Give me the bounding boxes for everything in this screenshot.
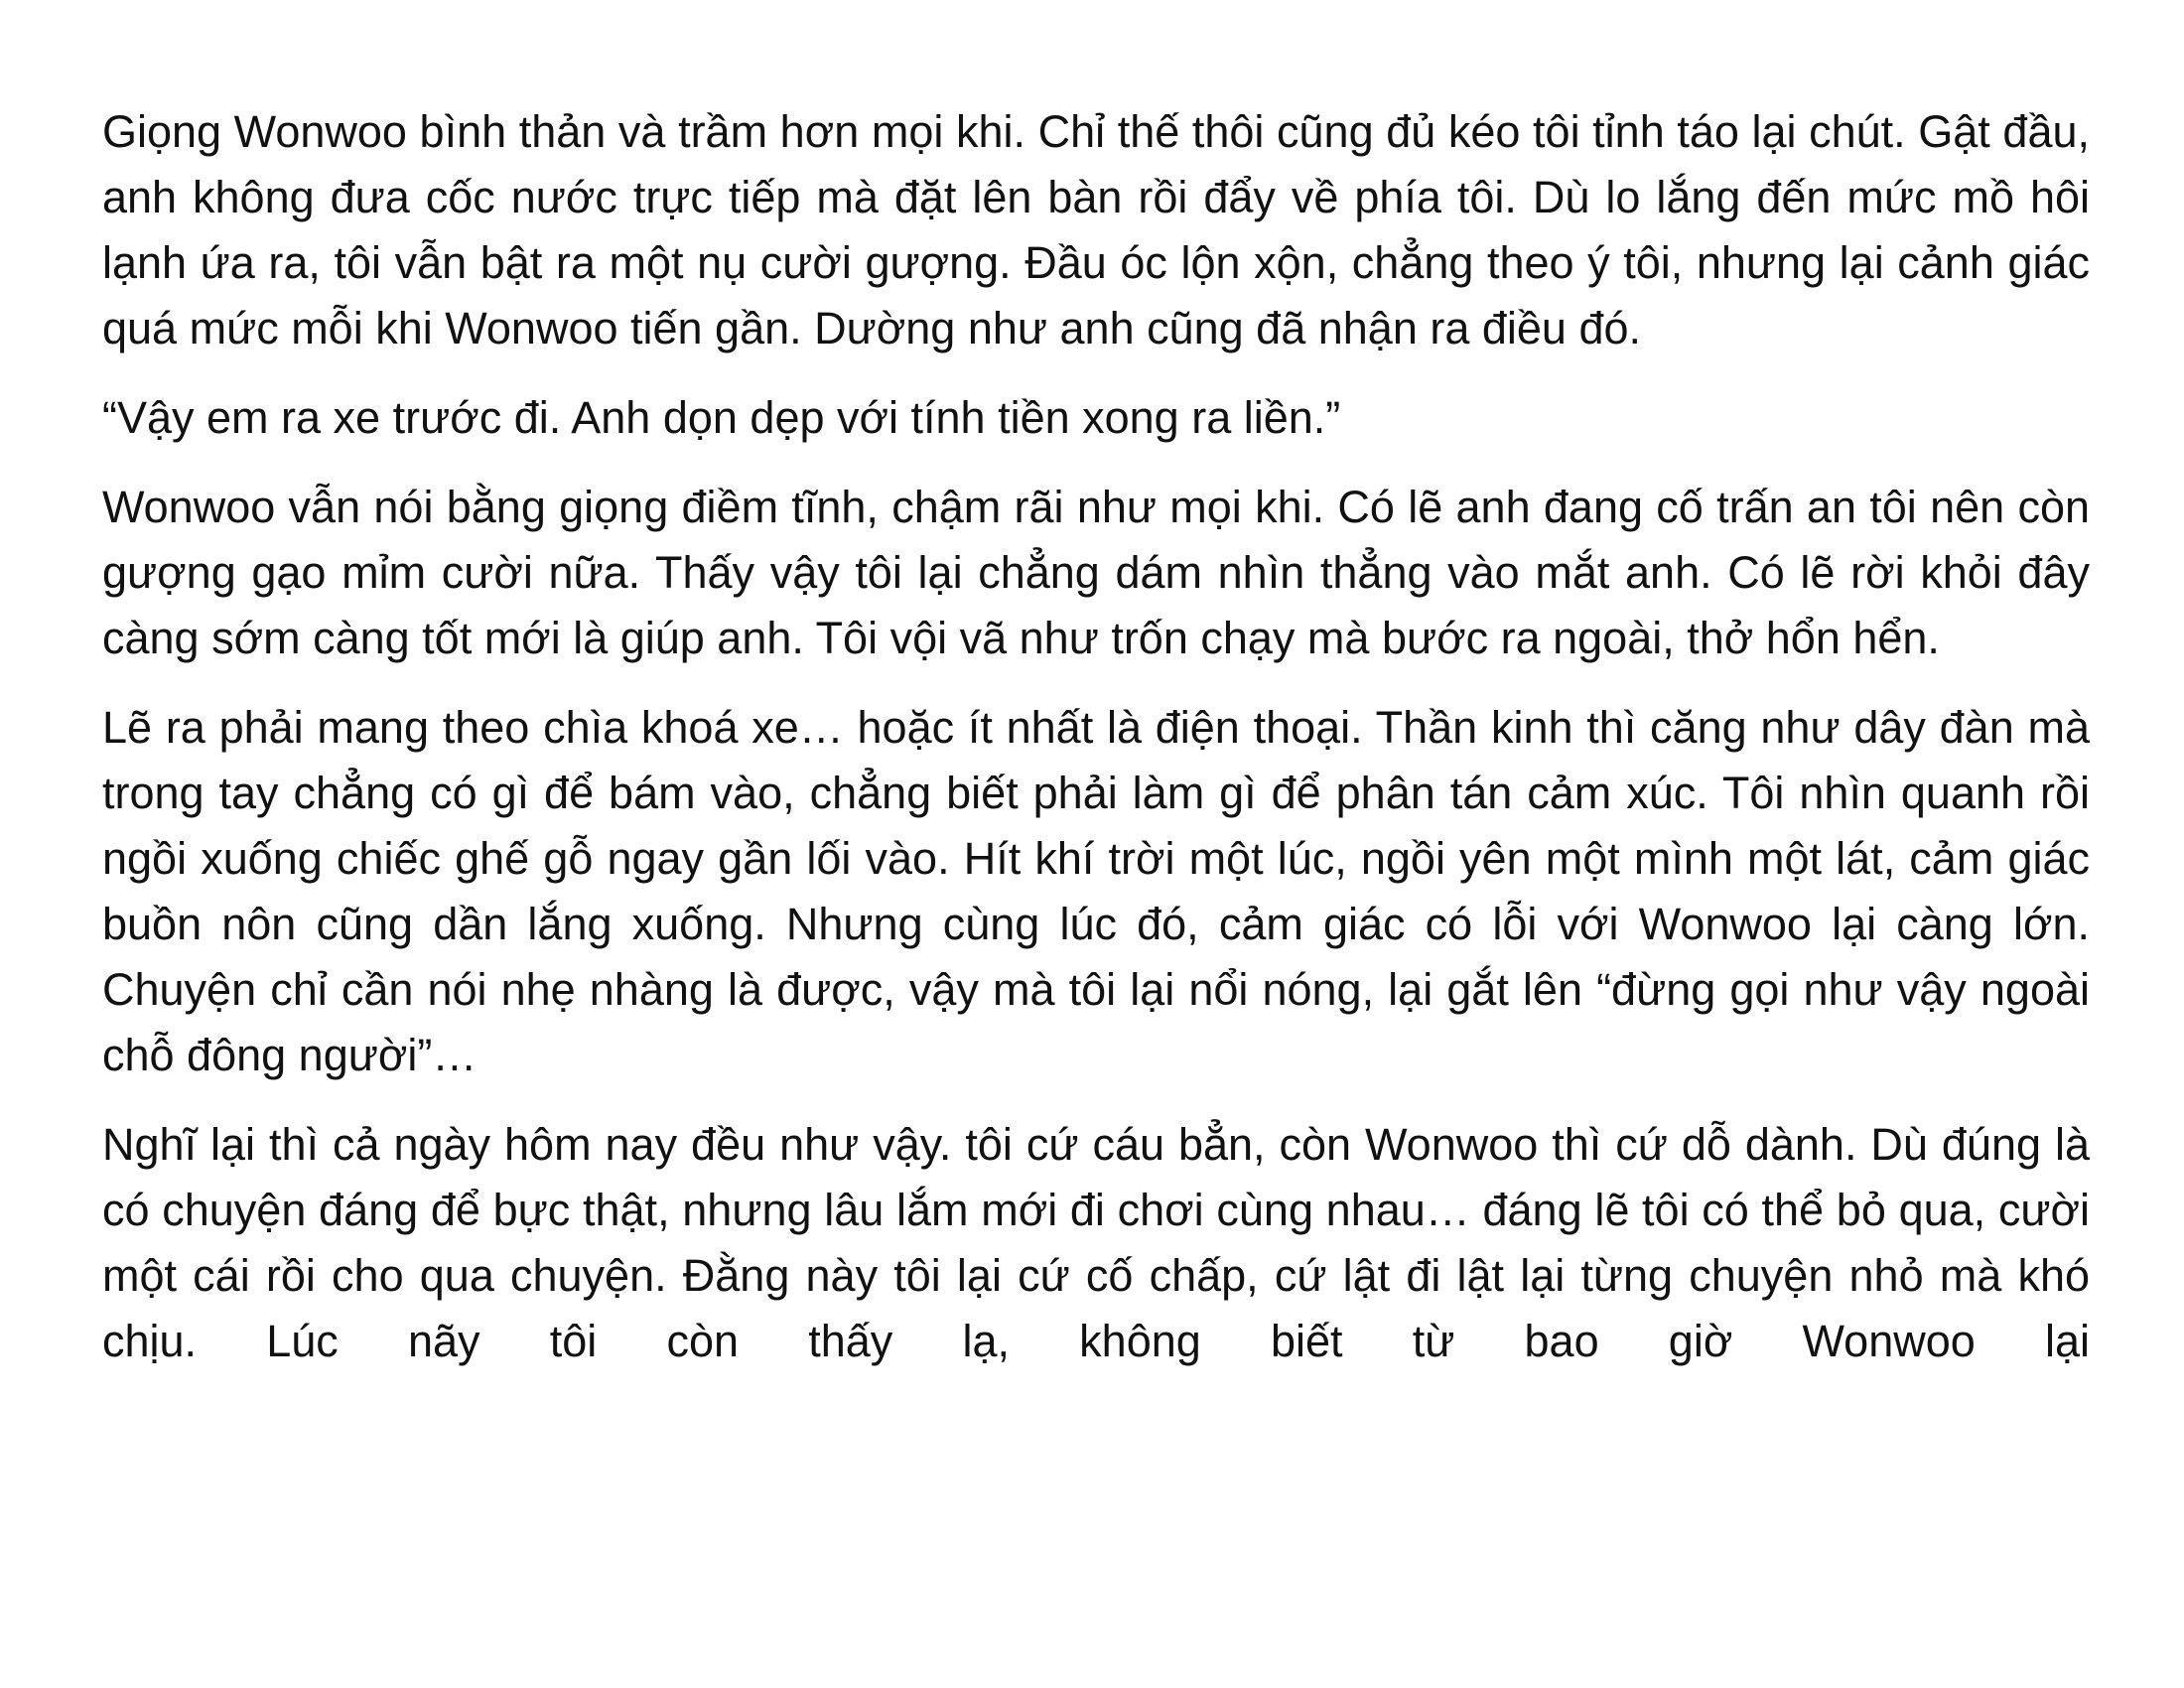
paragraph-4: Lẽ ra phải mang theo chìa khoá xe… hoặc ít nhất là điện thoại. Thần kinh thì căng như dây đàn mà trong tay chẳng có gì để bám vào, chẳng biết phải làm gì để phân tán cảm xúc. Tôi nhìn quanh rồi ngồi xuống chiếc ghế gỗ ngay gần lối vào. Hít khí trời một lúc, ngồi yên một mình một lát, cảm giác buồn nôn cũng dần lắng xuống. Nhưng cùng lúc đó, cảm giác có lỗi với Wonwoo lại càng lớn. Chuyện chỉ cần nói nhẹ nhàng là được, vậy mà tôi lại nổi nóng, lại gắt lên “đừng gọi như vậy ngoài chỗ đông người”… <box>102 702 2090 1080</box>
document-page <box>102 99 2090 1374</box>
paragraph-5: Nghĩ lại thì cả ngày hôm nay đều như vậy. tôi cứ cáu bẳn, còn Wonwoo thì cứ dỗ dành. Dù đúng là có chuyện đáng để bực thật, nhưng lâu lắm mới đi chơi cùng nhau… đáng lẽ tôi có thể bỏ qua, cười một cái rồi cho qua chuyện. Đằng này tôi lại cứ cố chấp, cứ lật đi lật lại từng chuyện nhỏ mà khó chịu. Lúc nãy tôi còn thấy lạ, không biết từ bao giờ Wonwoo lại <box>102 1119 2090 1366</box>
paragraph-2: “Vậy em ra xe trước đi. Anh dọn dẹp với tính tiền xong ra liền.” <box>102 392 1341 443</box>
paragraph-1: Giọng Wonwoo bình thản và trầm hơn mọi khi. Chỉ thế thôi cũng đủ kéo tôi tỉnh táo lại chút. Gật đầu, anh không đưa cốc nước trực tiếp mà đặt lên bàn rồi đẩy về phía tôi. Dù lo lắng đến mức mồ hôi lạnh ứa ra, tôi vẫn bật ra một nụ cười gượng. Đầu óc lộn xộn, chẳng theo ý tôi, nhưng lại cảnh giác quá mức mỗi khi Wonwoo tiến gần. Dường như anh cũng đã nhận ra điều đó. <box>102 106 2090 353</box>
paragraph-3: Wonwoo vẫn nói bằng giọng điềm tĩnh, chậm rãi như mọi khi. Có lẽ anh đang cố trấn an tôi nên còn gượng gạo mỉm cười nữa. Thấy vậy tôi lại chẳng dám nhìn thẳng vào mắt anh. Có lẽ rời khỏi đây càng sớm càng tốt mới là giúp anh. Tôi vội vã như trốn chạy mà bước ra ngoài, thở hổn hển. <box>102 482 2090 663</box>
